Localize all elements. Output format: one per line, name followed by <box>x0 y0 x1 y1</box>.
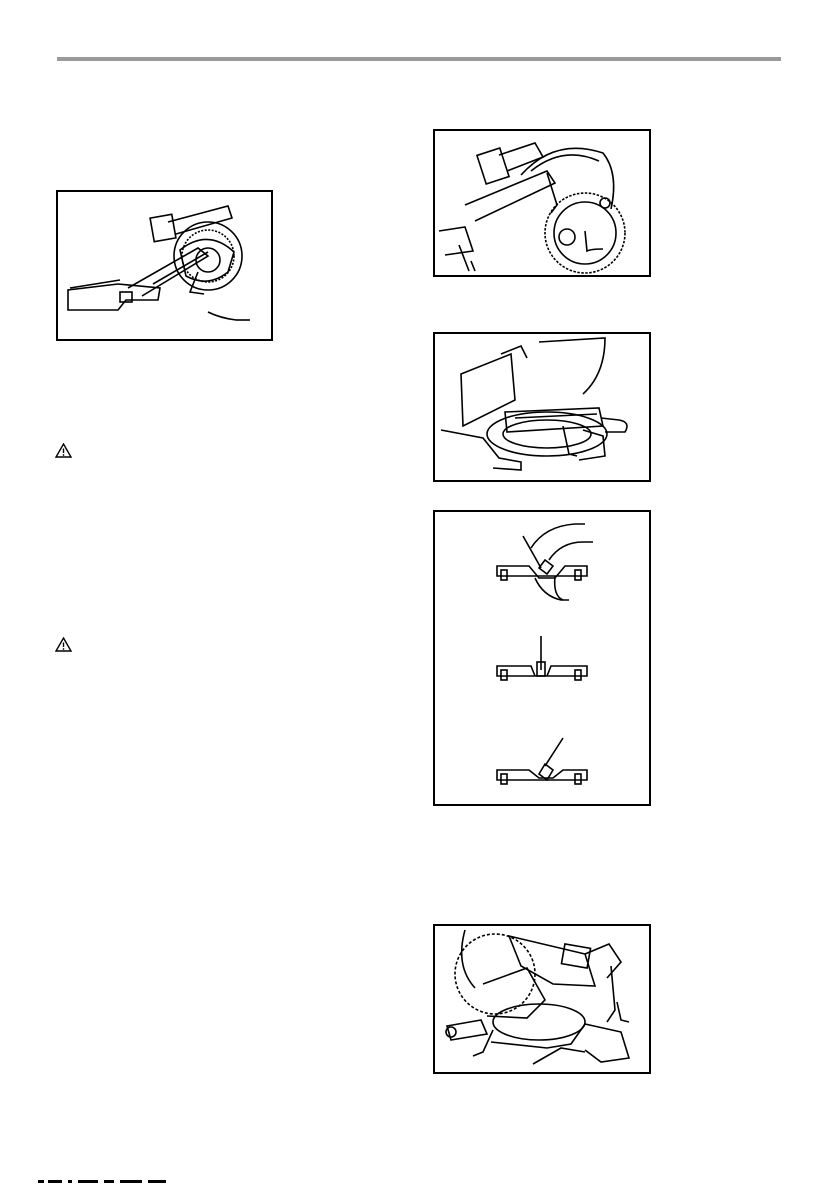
kerf-board-sections-illustration <box>435 512 653 808</box>
saw-base-kerf-board-illustration <box>435 334 653 484</box>
saw-guard-raised-illustration <box>435 131 653 279</box>
figure-3 <box>433 332 651 482</box>
print-marks <box>38 1178 168 1184</box>
figure-1 <box>56 190 273 341</box>
header-rule <box>57 57 781 61</box>
saw-base-rear-illustration <box>435 926 653 1076</box>
warning-triangle-icon <box>55 637 72 652</box>
figure-2 <box>433 129 651 277</box>
figure-4 <box>433 510 651 806</box>
warning-triangle-icon <box>55 443 72 458</box>
saw-side-illustration <box>58 192 275 343</box>
figure-5 <box>433 924 651 1074</box>
